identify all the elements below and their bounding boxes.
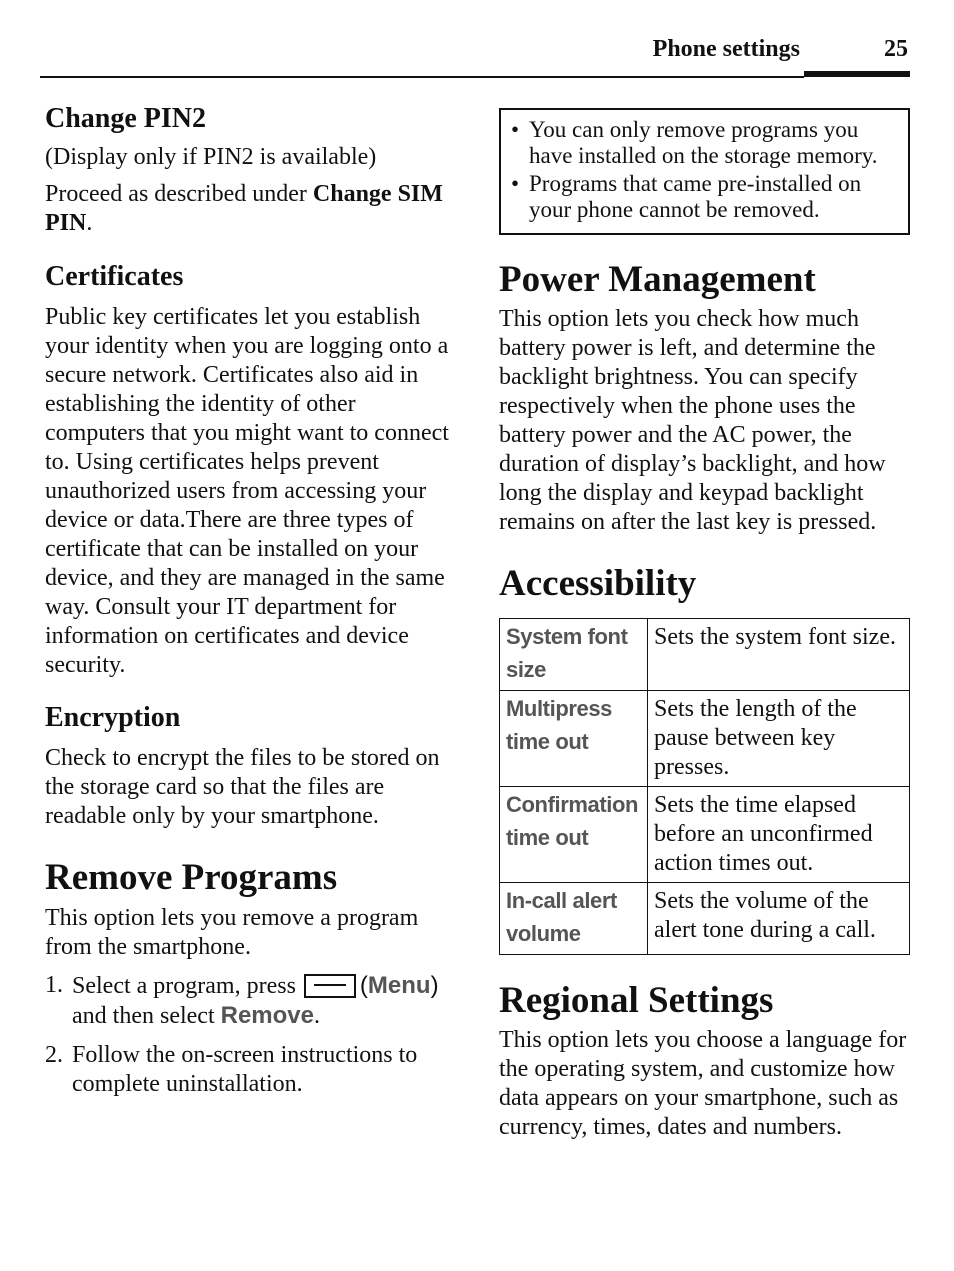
- remove-step-1: [45, 971, 455, 1031]
- certificates-body: Public key certificates let you establish your identity when you are logging onto a secure network. Certificates also aid in establishing the identity of other computers that you might want to connect to. Using certificates helps prevent unauthorized users from accessing your device or data.There are three types of certificate that can be installed on your device, and they are managed in the same way. Consult your IT department for information on certificates and device security.: [45, 304, 449, 678]
- option-label: Multipress time out: [500, 691, 648, 787]
- table-row: [500, 883, 910, 955]
- option-label: In-call alert volume: [500, 883, 648, 955]
- menu-softkey-icon: [304, 974, 356, 998]
- change-sim-pin-reference: Change SIM PIN: [45, 181, 443, 236]
- remove-programs-heading: Remove Programs: [45, 857, 338, 898]
- change-pin2-heading: Change PIN2: [45, 103, 207, 134]
- remove-steps-list: [45, 971, 455, 1099]
- change-pin2-note: (Display only if PIN2 is available): [45, 144, 377, 170]
- remove-step-2: [45, 1041, 455, 1099]
- step-number: 1.: [45, 972, 63, 998]
- note-item: • Programs that came pre-installed on your phone cannot be removed.: [509, 171, 898, 222]
- menu-paren-open: (: [359, 972, 368, 999]
- page-number: 25: [884, 36, 908, 62]
- step-1-text-c: .: [313, 1003, 320, 1029]
- option-description: Sets the system font size.: [648, 619, 910, 691]
- option-description: Sets the time elapsed before an unconfirmed action times out.: [648, 787, 910, 883]
- right-column: [499, 108, 910, 1142]
- step-1-text-b: and then select: [72, 1003, 221, 1029]
- accessibility-table: [499, 618, 910, 955]
- step-2-text: Follow the on-screen instructions to complete uninstallation.: [72, 1042, 418, 1097]
- table-row: [500, 691, 910, 787]
- menu-paren-close: ): [430, 972, 439, 999]
- note-list: [509, 117, 898, 222]
- change-pin2-text-c: .: [86, 210, 93, 236]
- note-box: [499, 108, 910, 235]
- remove-programs-intro: This option lets you remove a program from the smartphone.: [45, 905, 419, 960]
- encryption-heading: Encryption: [45, 702, 181, 733]
- option-description: Sets the volume of the alert tone during a call.: [648, 883, 910, 955]
- table-row: [500, 787, 910, 883]
- certificates-heading: Certificates: [45, 261, 184, 292]
- table-row: [500, 619, 910, 691]
- power-management-heading: Power Management: [499, 259, 816, 300]
- header-rule-accent: [804, 71, 910, 77]
- step-1-text-a: Select a program, press: [72, 973, 296, 999]
- power-management-body: This option lets you check how much battery power is left, and determine the backlight brightness. You can specify respectively when the phone uses the battery power and the AC power, the duration of display’s backlight, and how long the display and keypad backlight remains on after the last key is pressed.: [499, 306, 886, 535]
- accessibility-heading: Accessibility: [499, 563, 697, 604]
- regional-settings-body: This option lets you choose a language for the operating system, and customize how data appears on your smartphone, such as currency, times, dates and numbers.: [499, 1027, 907, 1140]
- menu-label: Menu: [367, 972, 431, 999]
- option-label: Confirmation time out: [500, 787, 648, 883]
- change-pin2-text: [45, 180, 455, 238]
- note-item: • You can only remove programs you have installed on the storage memory.: [509, 117, 898, 168]
- header-rule: [40, 76, 804, 78]
- step-number: 2.: [45, 1042, 63, 1068]
- option-label: System font size: [500, 619, 648, 691]
- option-description: Sets the length of the pause between key presses.: [648, 691, 910, 787]
- change-pin2-text-a: Proceed as described under: [45, 181, 313, 207]
- left-column: [45, 100, 455, 1099]
- regional-settings-heading: Regional Settings: [499, 980, 774, 1021]
- page-header-title: Phone settings: [652, 36, 800, 62]
- remove-label: Remove: [220, 1002, 314, 1029]
- encryption-body: Check to encrypt the files to be stored on the storage card so that the files are readable only by your smartphone.: [45, 745, 440, 829]
